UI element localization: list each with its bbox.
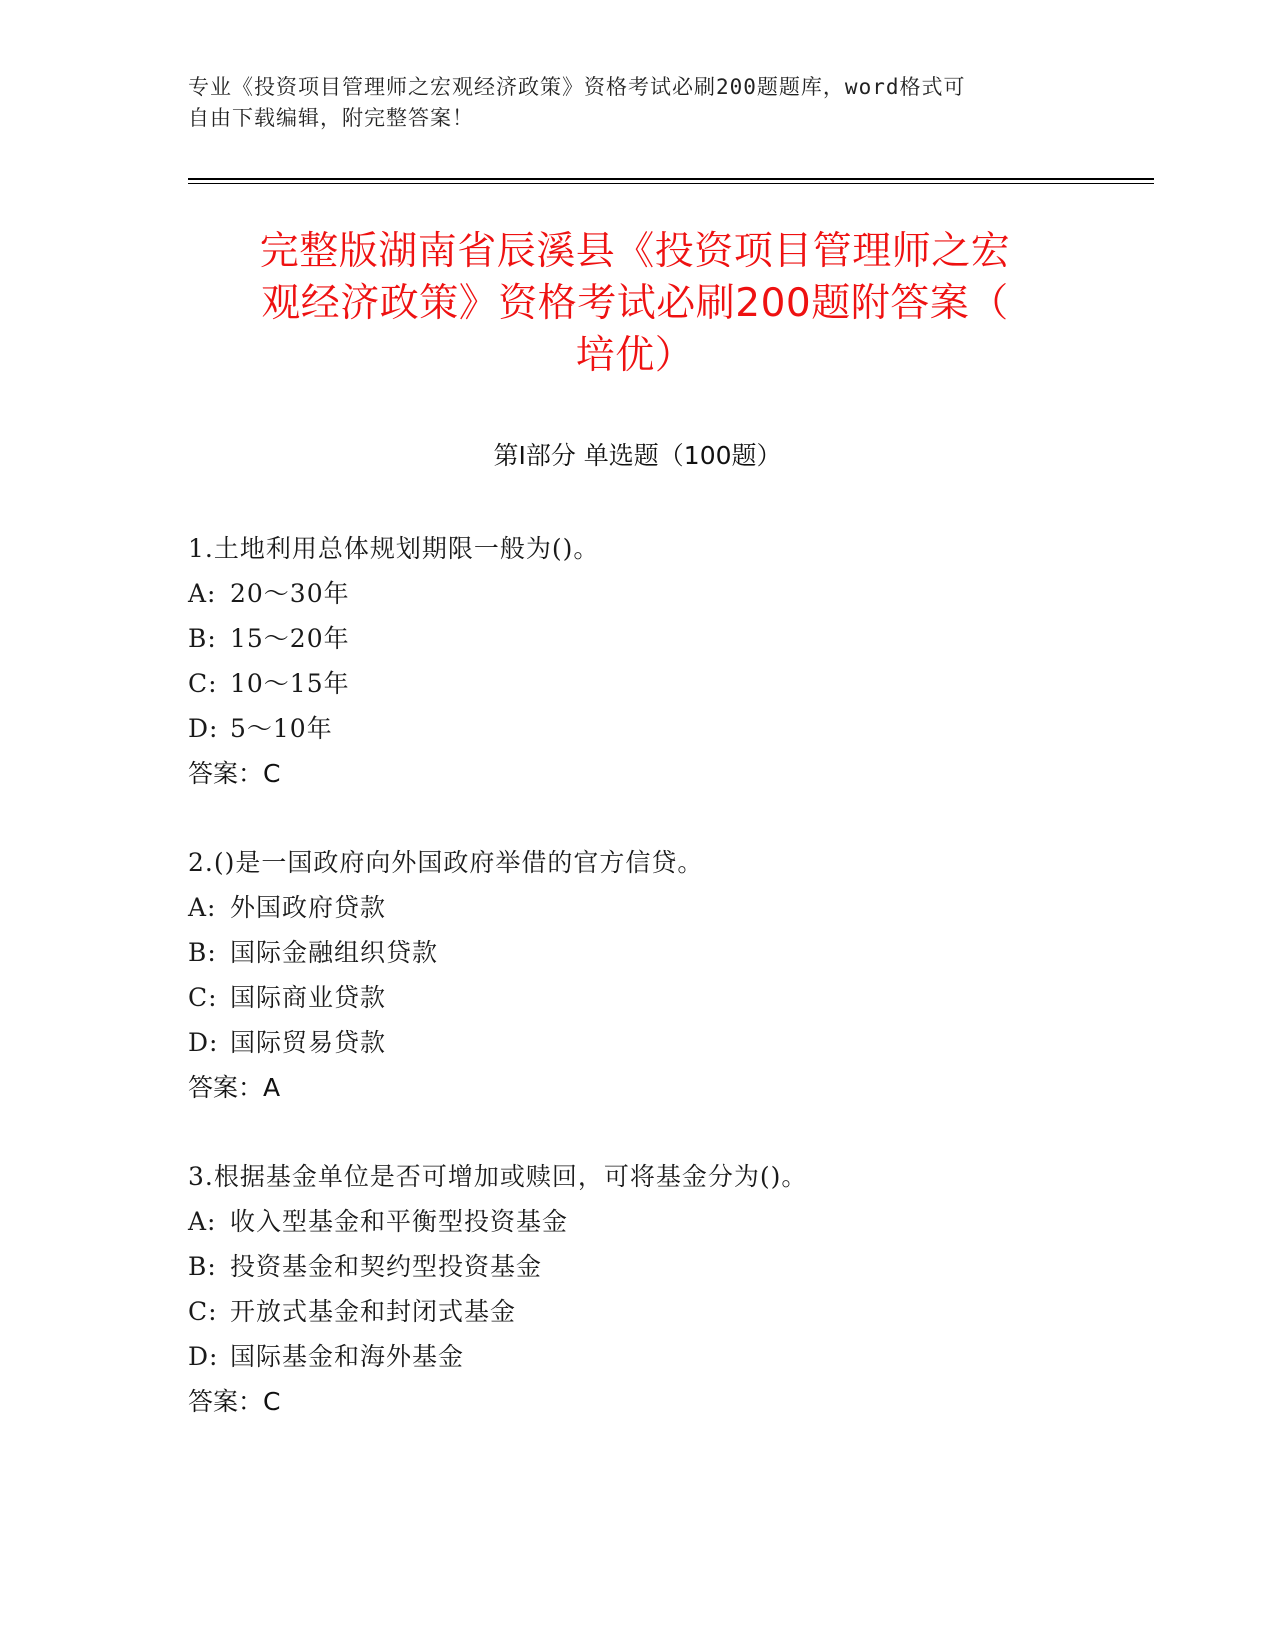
- option-text: 投资基金和契约型投资基金: [230, 1252, 543, 1281]
- option-d: [188, 1020, 1148, 1065]
- option-text: 外国政府贷款: [230, 893, 387, 922]
- answer-line: 答案：C: [188, 759, 281, 788]
- option-text: 20～30年: [230, 579, 350, 608]
- option-letter: D:: [188, 1342, 219, 1371]
- option-letter: D:: [188, 1028, 219, 1057]
- option-b: [188, 1244, 1148, 1289]
- answer-line: 答案：C: [188, 1387, 281, 1416]
- option-letter: B:: [188, 938, 217, 967]
- option-text: 5～10年: [230, 714, 333, 743]
- option-letter: A:: [188, 579, 217, 608]
- question-stem: 2.()是一国政府向外国政府举借的官方信贷。: [188, 848, 704, 877]
- question-item: [188, 840, 1148, 1110]
- question-item: [188, 526, 1148, 796]
- title-line-1: 完整版湖南省辰溪县《投资项目管理师之宏: [259, 229, 1011, 274]
- option-d: [188, 1334, 1148, 1379]
- option-c: [188, 661, 1148, 706]
- title-line-2: 观经济政策》资格考试必刷200题附答案（: [261, 281, 1009, 326]
- option-letter: D:: [188, 714, 219, 743]
- option-c: [188, 1289, 1148, 1334]
- option-text: 收入型基金和平衡型投资基金: [230, 1207, 569, 1236]
- header-divider-thin: [188, 183, 1154, 184]
- option-letter: B:: [188, 1252, 217, 1281]
- option-text: 国际贸易贷款: [230, 1028, 387, 1057]
- option-letter: A:: [188, 1207, 217, 1236]
- option-letter: B:: [188, 624, 217, 653]
- option-a: [188, 1199, 1148, 1244]
- option-text: 国际基金和海外基金: [230, 1342, 465, 1371]
- option-b: [188, 930, 1148, 975]
- answer-line: 答案：A: [188, 1073, 281, 1102]
- option-a: [188, 885, 1148, 930]
- option-text: 开放式基金和封闭式基金: [230, 1297, 517, 1326]
- option-letter: C:: [188, 669, 218, 698]
- option-letter: C:: [188, 1297, 218, 1326]
- question-list: [188, 526, 1148, 1468]
- section-heading: 第Ⅰ部分 单选题（100题）: [493, 441, 782, 470]
- option-text: 10～15年: [230, 669, 350, 698]
- document-title: [190, 226, 1080, 382]
- option-d: [188, 706, 1148, 751]
- option-text: 国际金融组织贷款: [230, 938, 439, 967]
- option-text: 国际商业贷款: [230, 983, 387, 1012]
- option-letter: A:: [188, 893, 217, 922]
- option-b: [188, 616, 1148, 661]
- header-divider-thick: [188, 178, 1154, 180]
- option-c: [188, 975, 1148, 1020]
- question-stem: 1.土地利用总体规划期限一般为()。: [188, 534, 600, 563]
- option-letter: C:: [188, 983, 218, 1012]
- question-stem: 3.根据基金单位是否可增加或赎回，可将基金分为()。: [188, 1162, 808, 1191]
- page-header: [188, 72, 1068, 134]
- option-a: [188, 571, 1148, 616]
- header-line-2: 自由下载编辑，附完整答案！: [188, 106, 474, 130]
- question-item: [188, 1154, 1148, 1424]
- option-text: 15～20年: [230, 624, 350, 653]
- title-line-3: 培优）: [575, 333, 695, 378]
- header-line-1: 专业《投资项目管理师之宏观经济政策》资格考试必刷200题题库，word格式可: [188, 75, 966, 99]
